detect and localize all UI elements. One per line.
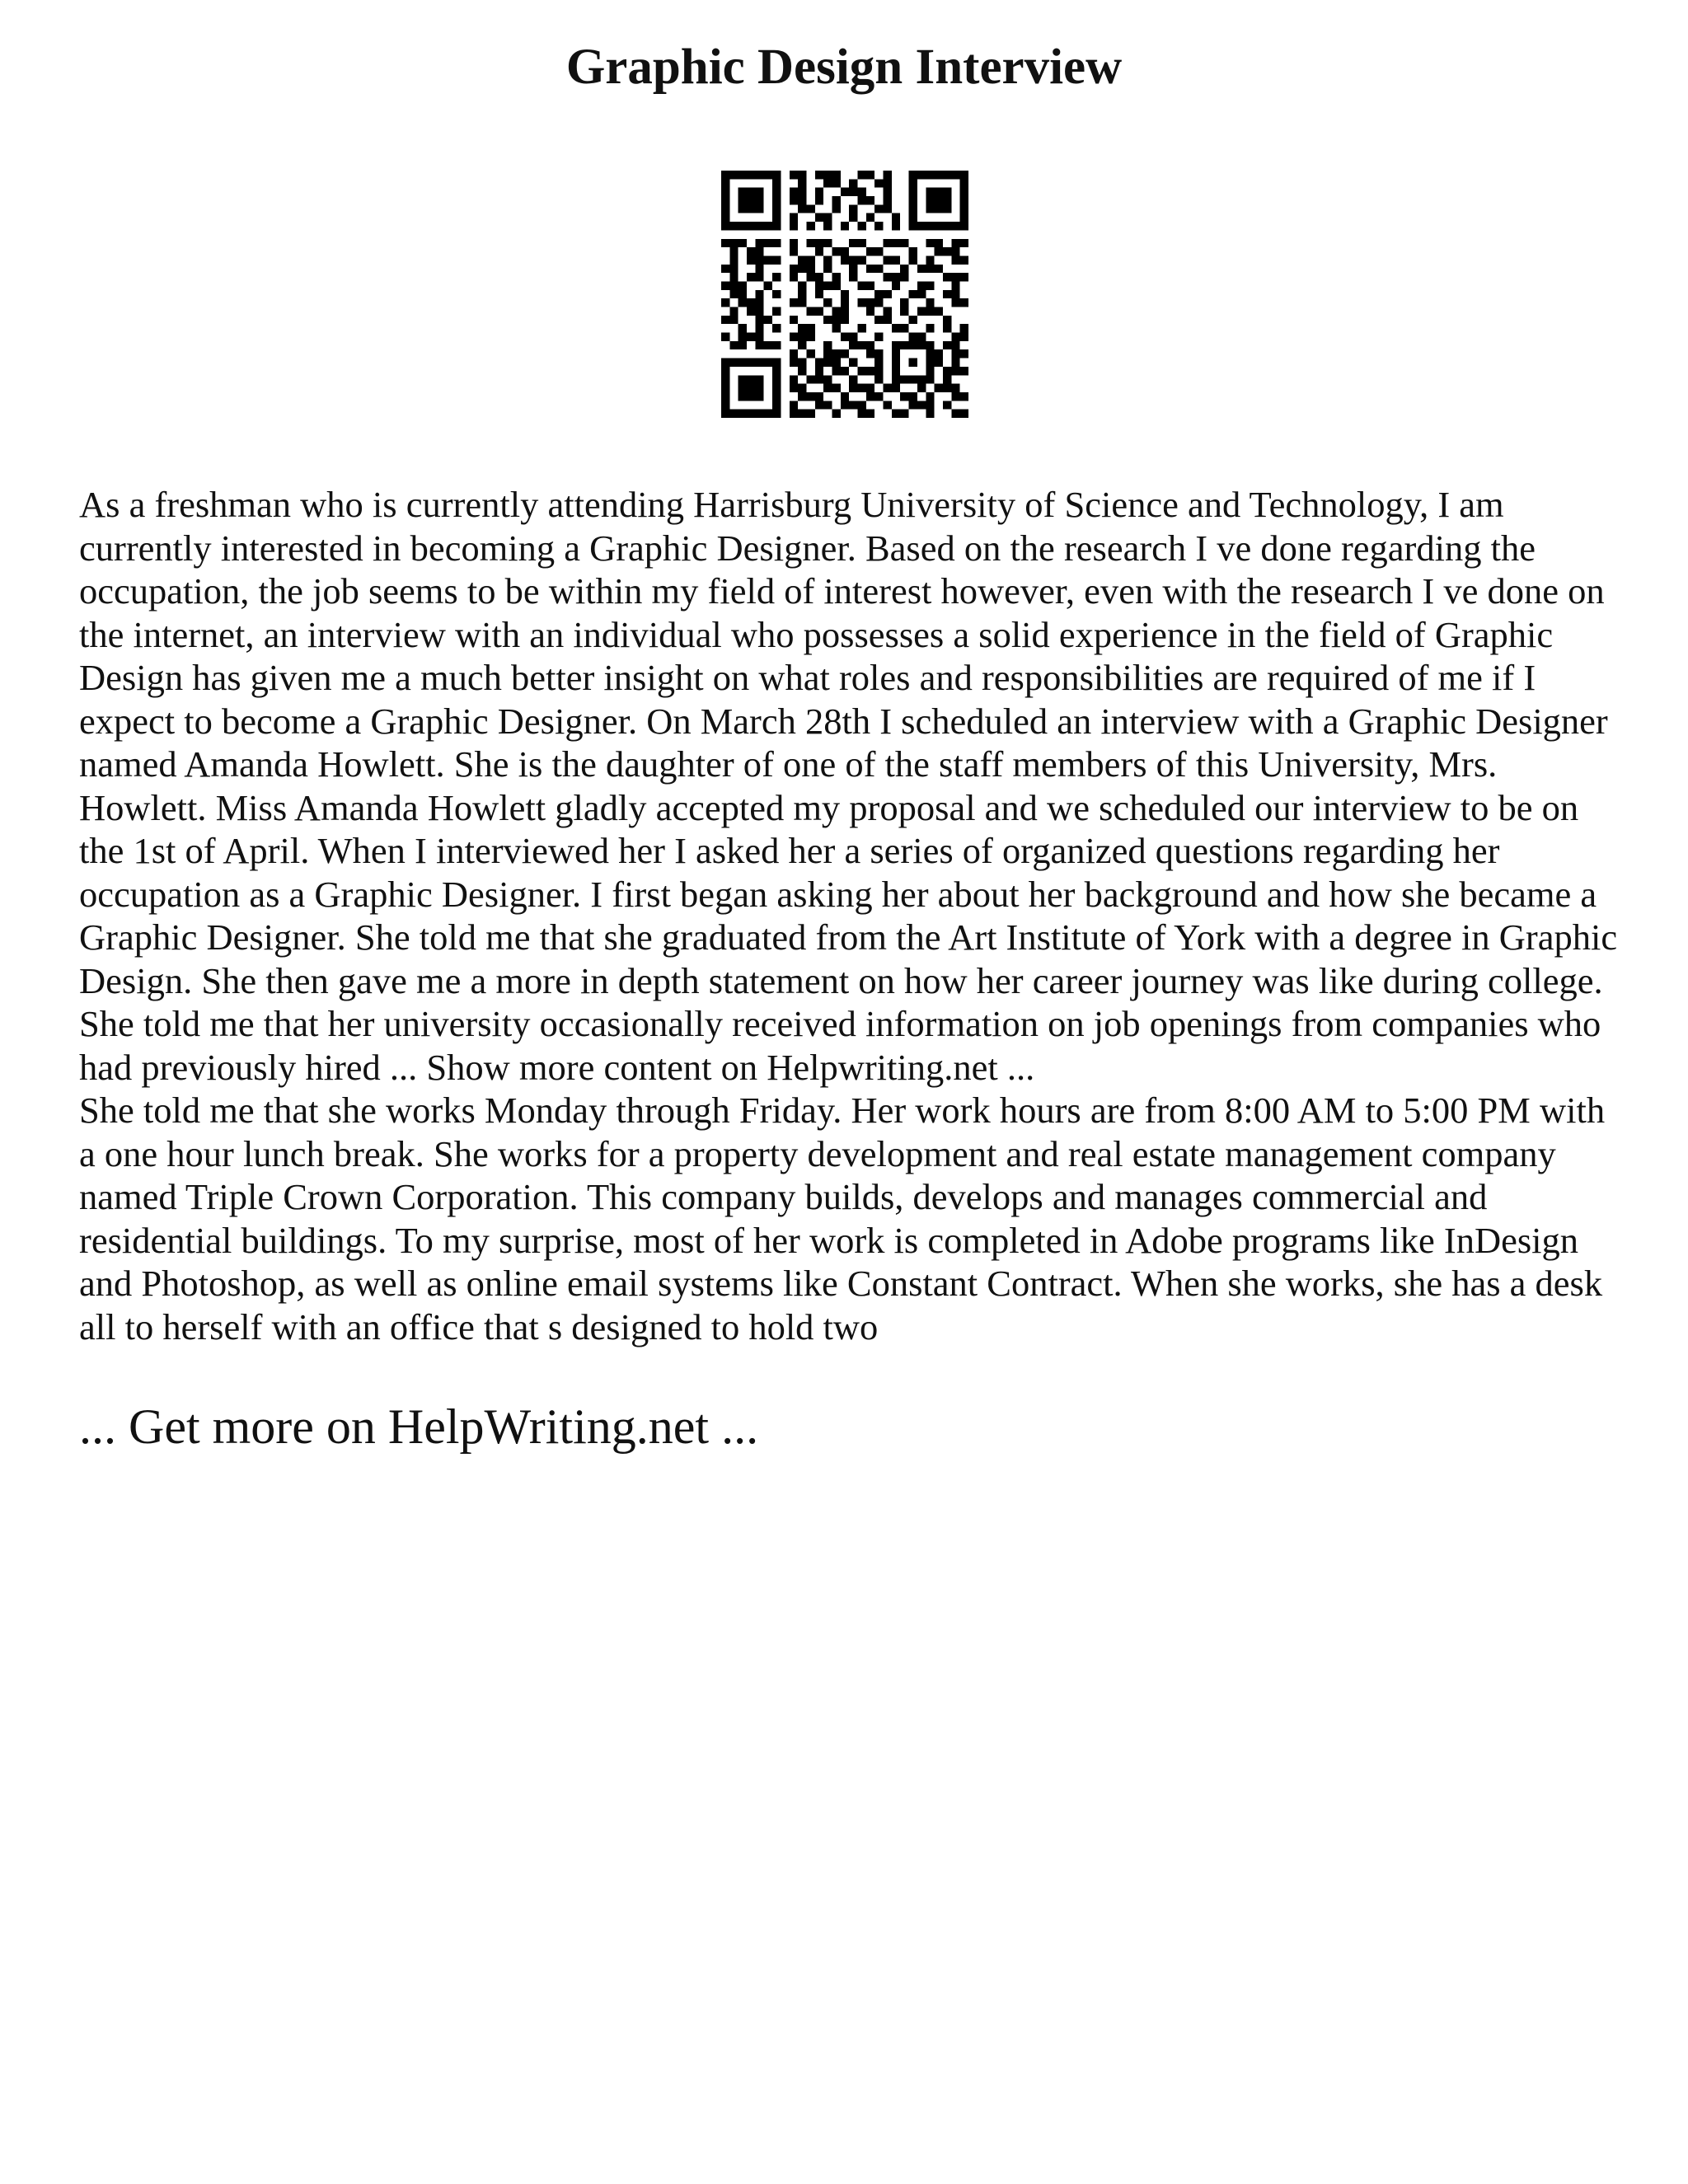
page-title: Graphic Design Interview xyxy=(565,40,1123,95)
get-more-link[interactable]: ... Get more on HelpWriting.net ... xyxy=(79,1399,759,1454)
qr-code-graphic xyxy=(721,171,968,418)
qr-code-icon[interactable] xyxy=(721,171,968,418)
essay-body xyxy=(79,483,1629,1348)
essay-paragraph: As a freshman who is currently attending Harrisburg University of Science and Technology, I am currently interested in becoming a Graphic Designer. Based on the research I ve done regarding the occupation, the job seems to be within my field of interest however, even with the research I ve done on the internet, an interview with an individual who possesses a solid experience in the field of Graphic Design has given me a much better insight on what roles and responsibilities are required of me if I expect to become a Graphic Designer. On March 28th I scheduled an interview with a Graphic Designer named Amanda Howlett. She is the daughter of one of the staff members of this University, Mrs. Howlett. Miss Amanda Howlett gladly accepted my proposal and we scheduled our interview to be on the 1st of April. When I interviewed her I asked her a series of organized questions regarding her occupation as a Graphic Designer. I first began asking her about her background and how she became a Graphic Designer. She told me that she graduated from the Art Institute of York with a degree in Graphic Design. She then gave me a more in depth statement on how her career journey was like during college. She told me that her university occasionally received information on job openings from companies who had previously hired ... Show more content on Helpwriting.net ... xyxy=(79,484,1618,1088)
essay-paragraph: She told me that she works Monday through Friday. Her work hours are from 8:00 AM to 5:00 PM with a one hour lunch break. She works for a property development and real estate management company named Triple Crown Corporation. This company builds, develops and manages commercial and residential buildings. To my surprise, most of her work is completed in Adobe programs like InDesign and Photoshop, as well as online email systems like Constant Contract. When she works, she has a desk all to herself with an office that s designed to hold two xyxy=(79,1090,1606,1347)
